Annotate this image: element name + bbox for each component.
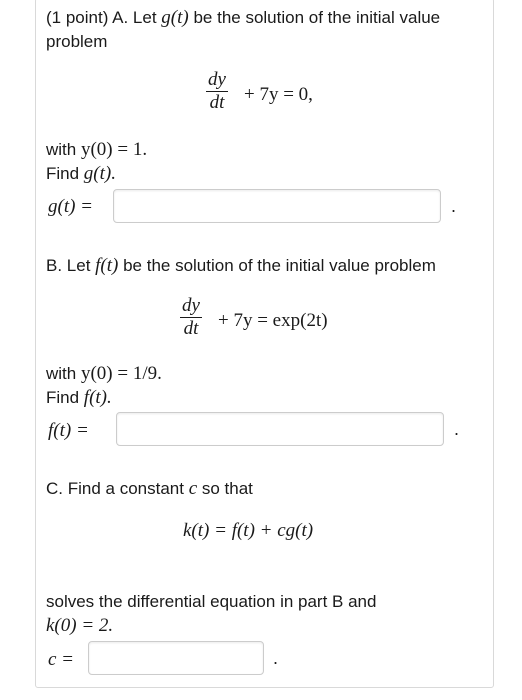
part-b-condition: with y(0) = 1/9. xyxy=(46,363,162,384)
part-b-fraction-numerator: dy xyxy=(182,295,200,316)
part-a-fraction-numerator: dy xyxy=(208,69,226,90)
part-a-equation-rest: + 7y = 0, xyxy=(244,84,313,105)
c-constant-answer-input[interactable] xyxy=(88,641,264,675)
part-b-period: . xyxy=(454,419,460,439)
part-c-intro: C. Find a constant c so that xyxy=(46,478,253,499)
part-b-fraction xyxy=(180,296,202,339)
part-c-solves-line: solves the differential equation in part B and xyxy=(46,592,377,611)
part-c-equation: k(t) = f(t) + cg(t) xyxy=(183,520,314,541)
part-c-answer-label: c = xyxy=(48,649,75,670)
part-b-intro: B. Let f(t) be the solution of the initial value problem xyxy=(46,255,436,276)
part-c-period: . xyxy=(273,648,279,668)
part-b-equation-rest: + 7y = exp(2t) xyxy=(218,310,328,331)
part-a-fraction xyxy=(206,70,228,113)
part-c-condition: k(0) = 2. xyxy=(46,615,114,636)
part-a-intro-line1: (1 point) A. Let g(t) be the solution of the initial value xyxy=(46,7,441,28)
part-a-condition: with y(0) = 1. xyxy=(46,139,148,160)
part-a-fraction-denominator: dt xyxy=(209,92,225,113)
part-a-find: Find g(t). xyxy=(46,163,116,184)
part-a-intro-line2: problem xyxy=(46,32,108,51)
part-b-fraction-denominator: dt xyxy=(183,318,199,339)
part-a-period: . xyxy=(451,196,457,216)
f-of-t-answer-input[interactable] xyxy=(116,412,444,446)
part-b-answer-label: f(t) = xyxy=(48,420,89,441)
g-of-t-answer-input[interactable] xyxy=(113,189,441,223)
part-b-find: Find f(t). xyxy=(46,387,112,408)
part-a-answer-label: g(t) = xyxy=(48,196,94,217)
